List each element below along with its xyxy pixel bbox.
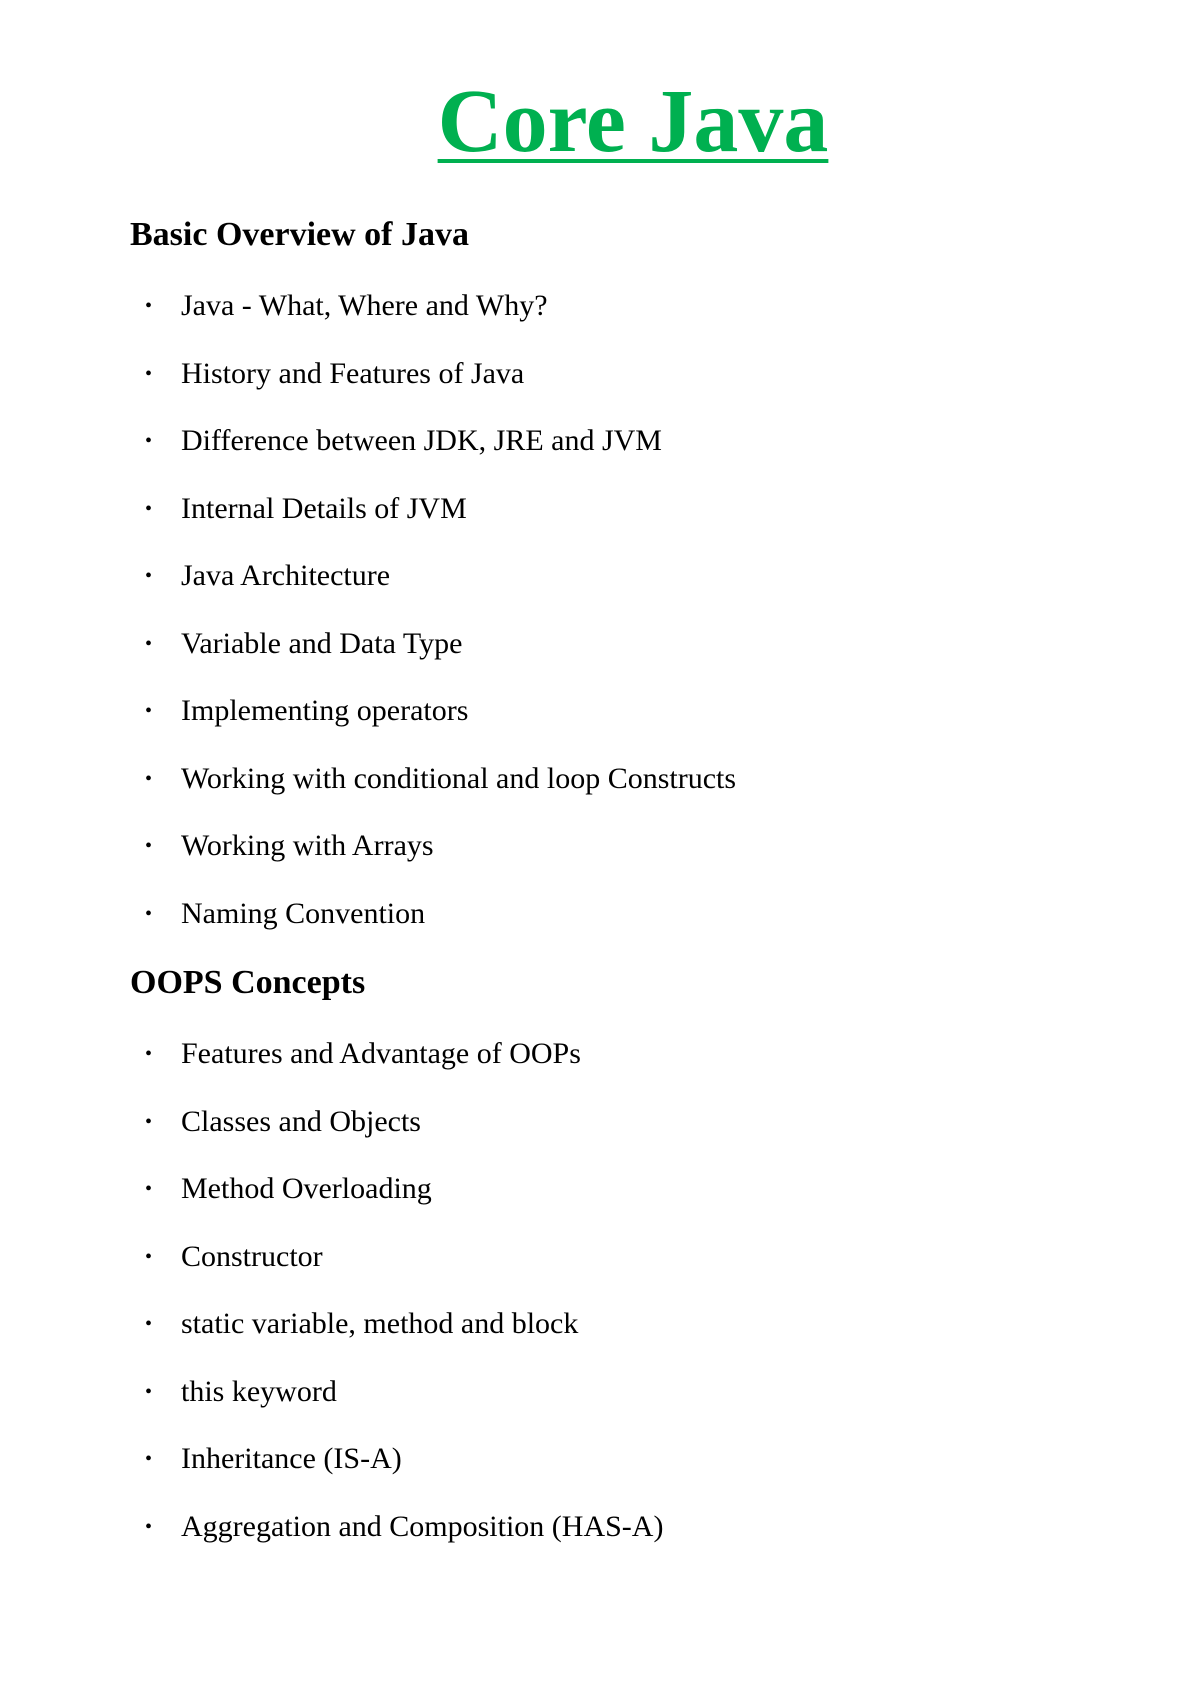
list-item-label: Features and Advantage of OOPs xyxy=(181,1037,581,1070)
bullet-icon: • xyxy=(145,1245,153,1268)
bullet-icon: • xyxy=(145,1313,153,1335)
bullet-icon: • xyxy=(145,835,153,857)
bullet-icon: • xyxy=(145,430,153,452)
bullet-icon: • xyxy=(145,1515,153,1538)
bullet-icon: • xyxy=(145,1043,153,1065)
list-item xyxy=(140,759,736,827)
bullet-icon: • xyxy=(145,497,153,520)
bullet-icon: • xyxy=(145,362,153,385)
list-item xyxy=(140,894,736,962)
list-item-label: Working with conditional and loop Constructs xyxy=(181,761,737,795)
bullet-icon: • xyxy=(145,1448,153,1470)
list-item-label: Internal Details of JVM xyxy=(181,491,467,525)
list-item xyxy=(140,354,736,422)
list-item-label: Naming Convention xyxy=(181,896,426,930)
bullet-icon: • xyxy=(145,1178,153,1200)
bullet-icon: • xyxy=(145,565,153,587)
bullet-icon: • xyxy=(145,767,153,790)
oops-concepts-topic-list xyxy=(140,1034,663,1574)
list-item-label: Java Architecture xyxy=(181,559,391,592)
section-heading-oops-concepts: OOPS Concepts xyxy=(130,964,366,1001)
list-item xyxy=(140,1507,663,1575)
document-title: Core Java xyxy=(437,72,829,171)
list-item xyxy=(140,286,736,354)
list-item-label: Method Overloading xyxy=(181,1172,432,1205)
bullet-icon: • xyxy=(145,902,153,925)
list-item xyxy=(140,1439,663,1507)
list-item-label: Inheritance (IS-A) xyxy=(181,1442,402,1475)
bullet-icon: • xyxy=(145,295,153,317)
list-item xyxy=(140,489,736,557)
list-item xyxy=(140,624,736,692)
bullet-icon: • xyxy=(145,1380,153,1403)
list-item-label: Constructor xyxy=(181,1239,323,1273)
list-item-label: Classes and Objects xyxy=(181,1104,421,1138)
bullet-icon: • xyxy=(145,700,153,722)
list-item xyxy=(140,1034,663,1102)
list-item-label: Java - What, Where and Why? xyxy=(181,289,548,322)
list-item xyxy=(140,1372,663,1440)
bullet-icon: • xyxy=(145,632,153,655)
list-item xyxy=(140,1304,663,1372)
list-item xyxy=(140,826,736,894)
list-item xyxy=(140,1169,663,1237)
list-item-label: Aggregation and Composition (HAS-A) xyxy=(181,1509,664,1543)
list-item xyxy=(140,556,736,624)
list-item-label: static variable, method and block xyxy=(181,1307,579,1340)
list-item xyxy=(140,1237,663,1305)
list-item xyxy=(140,421,736,489)
list-item-label: Difference between JDK, JRE and JVM xyxy=(181,424,662,457)
list-item-label: this keyword xyxy=(181,1374,337,1408)
list-item-label: History and Features of Java xyxy=(181,356,525,390)
list-item-label: Variable and Data Type xyxy=(181,626,463,660)
list-item xyxy=(140,691,736,759)
basic-overview-topic-list xyxy=(140,286,736,961)
bullet-icon: • xyxy=(145,1110,153,1133)
list-item-label: Implementing operators xyxy=(181,694,469,727)
list-item xyxy=(140,1102,663,1170)
list-item-label: Working with Arrays xyxy=(181,829,434,862)
section-heading-basic-overview: Basic Overview of Java xyxy=(130,216,469,253)
